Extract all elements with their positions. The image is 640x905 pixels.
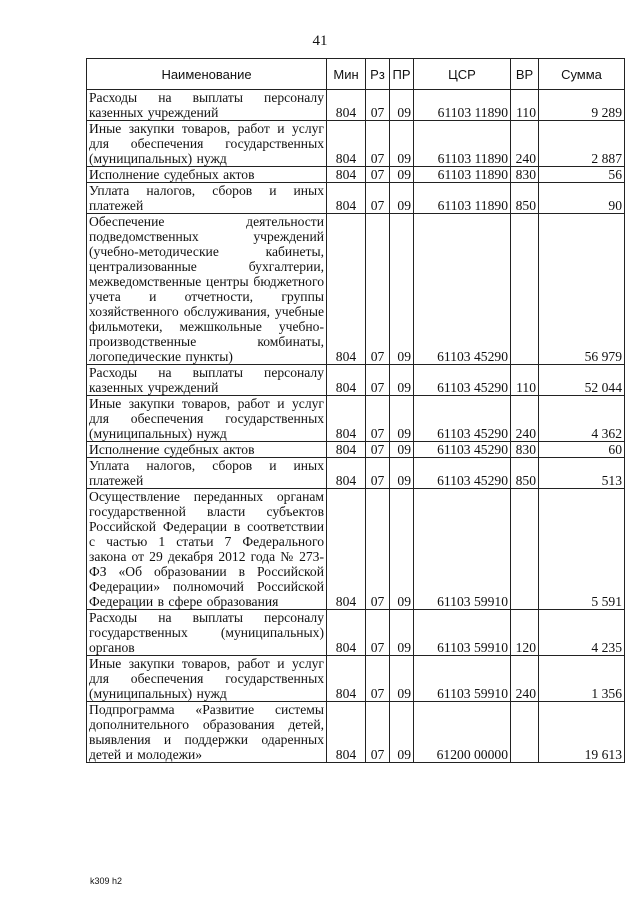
- row-sum-cell: 19 613: [539, 702, 625, 763]
- row-vr-cell: 110: [511, 365, 539, 396]
- row-rz-cell: 07: [366, 90, 390, 121]
- row-rz-cell: 07: [366, 167, 390, 183]
- row-pr-cell: 09: [390, 458, 414, 489]
- row-sum-cell: 56 979: [539, 214, 625, 365]
- row-min-cell: 804: [327, 121, 366, 167]
- row-name-cell: Обеспечение деятельности подведомственных учреждений (учебно-методические кабинеты, централизованные бухгалтерии, межведомственные центры бюджетного учета и отчетности, группы хозяйственного обслуживания, учебные фильмотеки, межшкольные учебно-производственные комбинаты, логопедические пункты): [87, 214, 327, 365]
- row-sum-cell: 60: [539, 442, 625, 458]
- row-pr-cell: 09: [390, 167, 414, 183]
- table-row: [87, 214, 625, 365]
- row-vr-cell: 240: [511, 396, 539, 442]
- row-min-cell: 804: [327, 365, 366, 396]
- row-rz-cell: 07: [366, 183, 390, 214]
- budget-table: [86, 58, 625, 763]
- row-rz-cell: 07: [366, 610, 390, 656]
- row-csr-cell: 61200 00000: [414, 702, 511, 763]
- row-pr-cell: 09: [390, 396, 414, 442]
- row-vr-cell: 240: [511, 121, 539, 167]
- row-name-cell: Иные закупки товаров, работ и услуг для обеспечения государственных (муниципальных) нужд: [87, 121, 327, 167]
- row-csr-cell: 61103 11890: [414, 167, 511, 183]
- row-vr-cell: 120: [511, 610, 539, 656]
- row-vr-cell: 850: [511, 183, 539, 214]
- row-min-cell: 804: [327, 610, 366, 656]
- row-rz-cell: 07: [366, 121, 390, 167]
- row-pr-cell: 09: [390, 656, 414, 702]
- header-name: Наименование: [87, 59, 327, 90]
- header-min: Мин: [327, 59, 366, 90]
- row-rz-cell: 07: [366, 458, 390, 489]
- row-min-cell: 804: [327, 458, 366, 489]
- row-vr-cell: 830: [511, 167, 539, 183]
- row-vr-cell: [511, 702, 539, 763]
- row-min-cell: 804: [327, 656, 366, 702]
- header-rz: Рз: [366, 59, 390, 90]
- row-csr-cell: 61103 45290: [414, 214, 511, 365]
- row-pr-cell: 09: [390, 610, 414, 656]
- row-name-cell: Расходы на выплаты персоналу казенных учреждений: [87, 90, 327, 121]
- table-row: [87, 702, 625, 763]
- row-csr-cell: 61103 45290: [414, 365, 511, 396]
- row-name-cell: Исполнение судебных актов: [87, 442, 327, 458]
- row-min-cell: 804: [327, 702, 366, 763]
- row-name-cell: Подпрограмма «Развитие системы дополнительного образования детей, выявления и поддержки одаренных детей и молодежи»: [87, 702, 327, 763]
- row-csr-cell: 61103 59910: [414, 610, 511, 656]
- row-min-cell: 804: [327, 167, 366, 183]
- row-min-cell: 804: [327, 90, 366, 121]
- table-row: [87, 365, 625, 396]
- row-min-cell: 804: [327, 442, 366, 458]
- header-sum: Сумма: [539, 59, 625, 90]
- row-sum-cell: 56: [539, 167, 625, 183]
- row-csr-cell: 61103 11890: [414, 90, 511, 121]
- row-csr-cell: 61103 45290: [414, 396, 511, 442]
- row-pr-cell: 09: [390, 442, 414, 458]
- row-sum-cell: 2 887: [539, 121, 625, 167]
- row-csr-cell: 61103 45290: [414, 458, 511, 489]
- row-pr-cell: 09: [390, 90, 414, 121]
- header-csr: ЦСР: [414, 59, 511, 90]
- row-pr-cell: 09: [390, 214, 414, 365]
- table-row: [87, 121, 625, 167]
- row-csr-cell: 61103 45290: [414, 442, 511, 458]
- row-rz-cell: 07: [366, 214, 390, 365]
- row-name-cell: Уплата налогов, сборов и иных платежей: [87, 183, 327, 214]
- table-row: [87, 442, 625, 458]
- row-pr-cell: 09: [390, 365, 414, 396]
- header-pr: ПР: [390, 59, 414, 90]
- row-name-cell: Иные закупки товаров, работ и услуг для обеспечения государственных (муниципальных) нужд: [87, 656, 327, 702]
- row-name-cell: Исполнение судебных актов: [87, 167, 327, 183]
- row-vr-cell: 830: [511, 442, 539, 458]
- table-row: [87, 396, 625, 442]
- row-csr-cell: 61103 59910: [414, 489, 511, 610]
- row-rz-cell: 07: [366, 442, 390, 458]
- row-sum-cell: 90: [539, 183, 625, 214]
- row-sum-cell: 513: [539, 458, 625, 489]
- row-rz-cell: 07: [366, 656, 390, 702]
- row-pr-cell: 09: [390, 489, 414, 610]
- row-csr-cell: 61103 11890: [414, 121, 511, 167]
- table-row: [87, 656, 625, 702]
- row-rz-cell: 07: [366, 396, 390, 442]
- row-pr-cell: 09: [390, 121, 414, 167]
- row-vr-cell: [511, 489, 539, 610]
- row-sum-cell: 1 356: [539, 656, 625, 702]
- row-min-cell: 804: [327, 214, 366, 365]
- header-row: [87, 59, 625, 90]
- row-vr-cell: 110: [511, 90, 539, 121]
- row-name-cell: Иные закупки товаров, работ и услуг для обеспечения государственных (муниципальных) нужд: [87, 396, 327, 442]
- row-min-cell: 804: [327, 396, 366, 442]
- row-pr-cell: 09: [390, 702, 414, 763]
- table-row: [87, 489, 625, 610]
- page-number: 41: [312, 33, 328, 49]
- row-csr-cell: 61103 59910: [414, 656, 511, 702]
- row-vr-cell: [511, 214, 539, 365]
- header-vr: ВР: [511, 59, 539, 90]
- row-rz-cell: 07: [366, 489, 390, 610]
- row-sum-cell: 4 362: [539, 396, 625, 442]
- row-min-cell: 804: [327, 183, 366, 214]
- row-sum-cell: 9 289: [539, 90, 625, 121]
- row-rz-cell: 07: [366, 365, 390, 396]
- row-name-cell: Расходы на выплаты персоналу казенных учреждений: [87, 365, 327, 396]
- row-name-cell: Уплата налогов, сборов и иных платежей: [87, 458, 327, 489]
- row-sum-cell: 5 591: [539, 489, 625, 610]
- row-sum-cell: 52 044: [539, 365, 625, 396]
- table-row: [87, 90, 625, 121]
- row-vr-cell: 240: [511, 656, 539, 702]
- row-name-cell: Осуществление переданных органам государственной власти субъектов Российской Федерации в соответствии с частью 1 статьи 7 Федерального закона от 29 декабря 2012 года № 273-ФЗ «Об образовании в Российской Федерации» полномочий Российской Федерации в сфере образования: [87, 489, 327, 610]
- table-row: [87, 610, 625, 656]
- table-row: [87, 183, 625, 214]
- row-sum-cell: 4 235: [539, 610, 625, 656]
- row-vr-cell: 850: [511, 458, 539, 489]
- table-body: [87, 90, 625, 763]
- table-row: [87, 167, 625, 183]
- row-min-cell: 804: [327, 489, 366, 610]
- row-name-cell: Расходы на выплаты персоналу государственных (муниципальных) органов: [87, 610, 327, 656]
- table-row: [87, 458, 625, 489]
- row-csr-cell: 61103 11890: [414, 183, 511, 214]
- row-rz-cell: 07: [366, 702, 390, 763]
- row-pr-cell: 09: [390, 183, 414, 214]
- footer-code: k309 h2: [90, 876, 123, 886]
